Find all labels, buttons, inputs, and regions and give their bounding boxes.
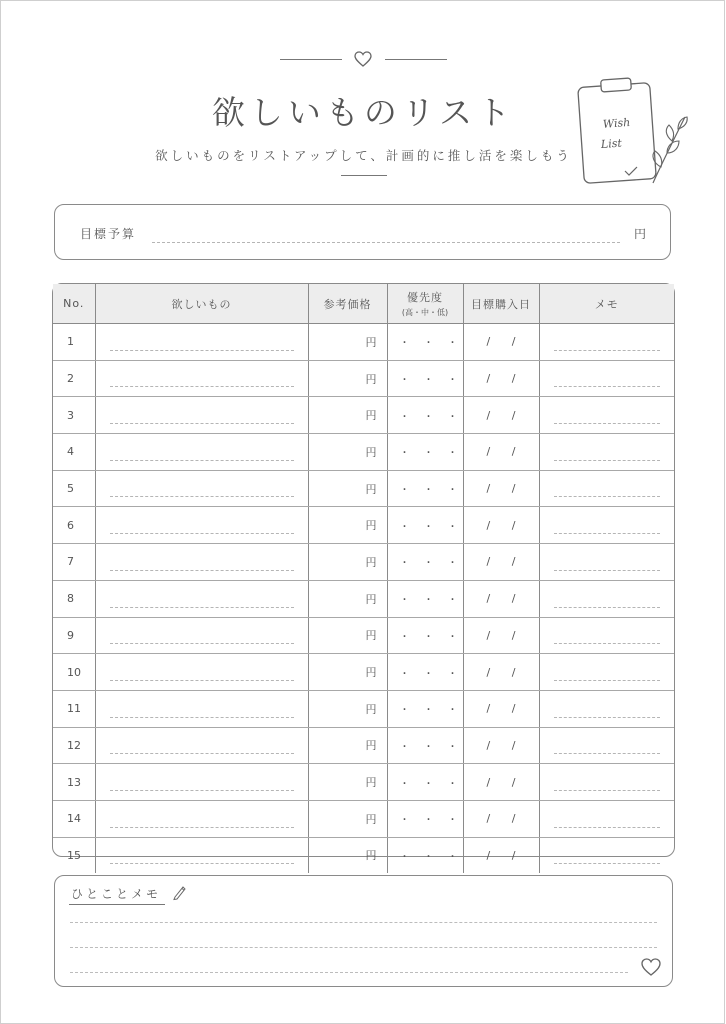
memo-cell[interactable] — [539, 764, 674, 801]
memo-cell[interactable] — [539, 837, 674, 873]
priority-cell[interactable]: ・・・ — [387, 617, 463, 654]
clipboard-text-list: List — [600, 136, 623, 151]
budget-field[interactable] — [54, 204, 671, 260]
item-cell[interactable] — [95, 617, 308, 654]
memo-cell[interactable] — [539, 397, 674, 434]
item-cell[interactable] — [95, 434, 308, 471]
row-number: 12 — [53, 727, 95, 764]
price-cell[interactable]: 円 — [308, 800, 387, 837]
priority-cell[interactable]: ・・・ — [387, 837, 463, 873]
row-number: 3 — [53, 397, 95, 434]
price-cell[interactable]: 円 — [308, 580, 387, 617]
priority-cell[interactable]: ・・・ — [387, 580, 463, 617]
heart-icon — [640, 957, 662, 977]
item-cell[interactable] — [95, 360, 308, 397]
item-cell[interactable] — [95, 727, 308, 764]
row-number: 13 — [53, 764, 95, 801]
row-number: 10 — [53, 654, 95, 691]
priority-cell[interactable]: ・・・ — [387, 764, 463, 801]
subtitle-underline — [341, 175, 387, 176]
row-number: 5 — [53, 470, 95, 507]
row-number: 4 — [53, 434, 95, 471]
wishlist-table — [52, 283, 675, 863]
memo-cell[interactable] — [539, 727, 674, 764]
date-cell[interactable]: / / — [463, 544, 539, 581]
table-row — [53, 507, 674, 544]
header-priority-sub: (高・中・低) — [401, 308, 449, 317]
priority-cell[interactable]: ・・・ — [387, 800, 463, 837]
header-memo: メモ — [539, 284, 674, 324]
price-cell[interactable]: 円 — [308, 324, 387, 361]
date-cell[interactable]: / / — [463, 434, 539, 471]
table-row — [53, 397, 674, 434]
table-row — [53, 360, 674, 397]
date-cell[interactable]: / / — [463, 727, 539, 764]
priority-cell[interactable]: ・・・ — [387, 690, 463, 727]
date-cell[interactable]: / / — [463, 324, 539, 361]
priority-cell[interactable]: ・・・ — [387, 544, 463, 581]
priority-cell[interactable]: ・・・ — [387, 727, 463, 764]
row-number: 8 — [53, 580, 95, 617]
date-cell[interactable]: / / — [463, 360, 539, 397]
row-number: 1 — [53, 324, 95, 361]
date-cell[interactable]: / / — [463, 617, 539, 654]
item-cell[interactable] — [95, 470, 308, 507]
item-cell[interactable] — [95, 507, 308, 544]
memo-title: ひとことメモ — [71, 887, 162, 901]
ornament-line-left — [280, 59, 342, 60]
date-cell[interactable]: / / — [463, 470, 539, 507]
priority-cell[interactable]: ・・・ — [387, 324, 463, 361]
price-cell[interactable]: 円 — [308, 837, 387, 873]
priority-cell[interactable]: ・・・ — [387, 397, 463, 434]
row-number: 6 — [53, 507, 95, 544]
priority-cell[interactable]: ・・・ — [387, 434, 463, 471]
table-row — [53, 324, 674, 361]
header-priority-label: 優先度 — [407, 291, 443, 304]
memo-cell[interactable] — [539, 800, 674, 837]
pencil-icon — [172, 884, 186, 900]
budget-unit: 円 — [633, 227, 646, 241]
table-row — [53, 470, 674, 507]
date-cell[interactable]: / / — [463, 654, 539, 691]
priority-cell[interactable]: ・・・ — [387, 654, 463, 691]
price-cell[interactable]: 円 — [308, 617, 387, 654]
memo-write-line[interactable] — [70, 972, 628, 973]
price-cell[interactable]: 円 — [308, 544, 387, 581]
header-priority — [387, 284, 463, 324]
table-row — [53, 800, 674, 837]
item-cell[interactable] — [95, 654, 308, 691]
table-row — [53, 690, 674, 727]
priority-cell[interactable]: ・・・ — [387, 360, 463, 397]
date-cell[interactable]: / / — [463, 800, 539, 837]
date-cell[interactable]: / / — [463, 507, 539, 544]
item-cell[interactable] — [95, 544, 308, 581]
row-number: 2 — [53, 360, 95, 397]
memo-cell[interactable] — [539, 434, 674, 471]
memo-cell[interactable] — [539, 544, 674, 581]
item-cell[interactable] — [95, 764, 308, 801]
memo-cell[interactable] — [539, 617, 674, 654]
clipboard-text-wish: Wish — [602, 115, 631, 131]
memo-cell[interactable] — [539, 470, 674, 507]
price-cell[interactable]: 円 — [308, 470, 387, 507]
item-cell[interactable] — [95, 837, 308, 873]
price-cell[interactable]: 円 — [308, 727, 387, 764]
ornament-line-right — [385, 59, 447, 60]
page-subtitle: 欲しいものをリストアップして、計画的に推し活を楽しもう — [155, 148, 572, 163]
clipboard-icon — [575, 75, 697, 187]
date-cell[interactable]: / / — [463, 837, 539, 873]
table-row — [53, 764, 674, 801]
item-cell[interactable] — [95, 580, 308, 617]
price-cell[interactable]: 円 — [308, 397, 387, 434]
table-row — [53, 727, 674, 764]
memo-cell[interactable] — [539, 507, 674, 544]
price-cell[interactable]: 円 — [308, 507, 387, 544]
header-no: No. — [53, 284, 95, 324]
table-row — [53, 617, 674, 654]
table-row — [53, 837, 674, 873]
item-cell[interactable] — [95, 800, 308, 837]
date-cell[interactable]: / / — [463, 397, 539, 434]
price-cell[interactable]: 円 — [308, 360, 387, 397]
memo-box[interactable] — [54, 875, 673, 987]
memo-write-line[interactable] — [70, 922, 657, 923]
item-cell[interactable] — [95, 324, 308, 361]
table-row — [53, 544, 674, 581]
memo-cell[interactable] — [539, 654, 674, 691]
table-row — [53, 654, 674, 691]
memo-cell[interactable] — [539, 360, 674, 397]
memo-title-underline — [69, 904, 165, 905]
table-header-row — [53, 284, 674, 324]
header-price: 参考価格 — [308, 284, 387, 324]
memo-cell[interactable] — [539, 580, 674, 617]
table-row — [53, 580, 674, 617]
price-cell[interactable]: 円 — [308, 654, 387, 691]
memo-cell[interactable] — [539, 324, 674, 361]
row-number: 14 — [53, 800, 95, 837]
item-cell[interactable] — [95, 397, 308, 434]
row-number: 15 — [53, 837, 95, 873]
memo-write-line[interactable] — [70, 947, 657, 948]
header-item: 欲しいもの — [95, 284, 308, 324]
date-cell[interactable]: / / — [463, 690, 539, 727]
table-row — [53, 434, 674, 471]
price-cell[interactable]: 円 — [308, 434, 387, 471]
price-cell[interactable]: 円 — [308, 690, 387, 727]
priority-cell[interactable]: ・・・ — [387, 470, 463, 507]
row-number: 11 — [53, 690, 95, 727]
priority-cell[interactable]: ・・・ — [387, 507, 463, 544]
date-cell[interactable]: / / — [463, 580, 539, 617]
budget-label: 目標予算 — [80, 227, 137, 241]
top-ornament — [1, 49, 726, 69]
header-date: 目標購入日 — [463, 284, 539, 324]
item-cell[interactable] — [95, 690, 308, 727]
row-number: 9 — [53, 617, 95, 654]
row-number: 7 — [53, 544, 95, 581]
heart-icon — [353, 50, 373, 68]
price-cell[interactable]: 円 — [308, 764, 387, 801]
date-cell[interactable]: / / — [463, 764, 539, 801]
page-title: 欲しいものリスト — [211, 93, 516, 132]
budget-input-line[interactable] — [152, 242, 620, 243]
memo-cell[interactable] — [539, 690, 674, 727]
